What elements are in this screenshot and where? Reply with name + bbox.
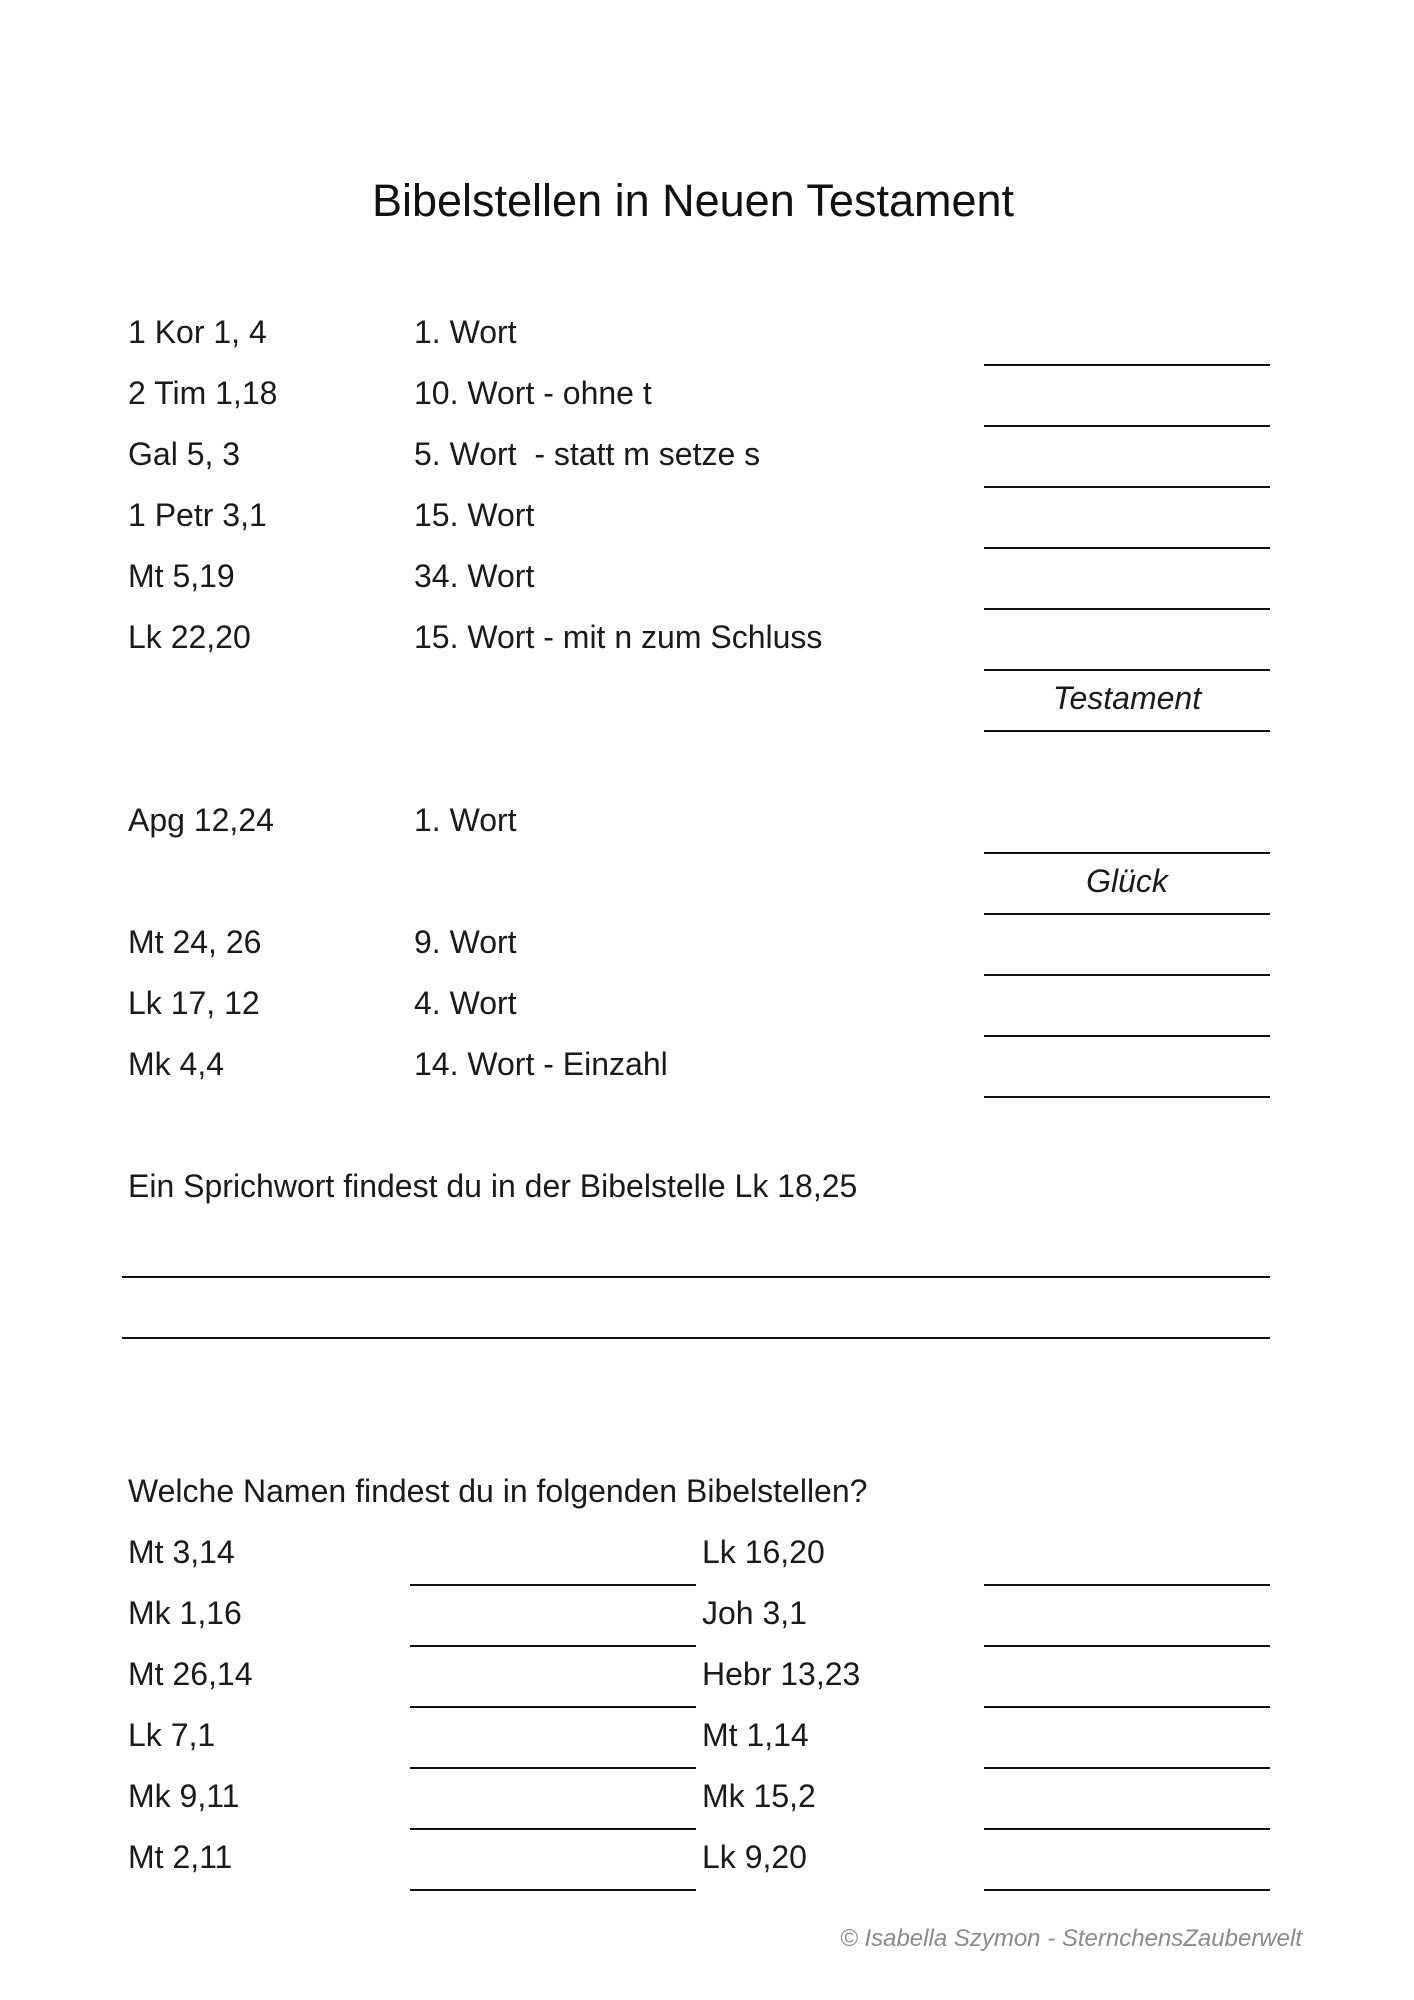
- name-answer-line[interactable]: [410, 1645, 696, 1647]
- proverb-answer-line[interactable]: [122, 1337, 1270, 1339]
- bible-reference: Lk 17, 12: [128, 985, 260, 1021]
- bible-reference: Mt 26,14: [128, 1656, 253, 1692]
- name-answer-line[interactable]: [984, 1584, 1270, 1586]
- task-text: 34. Wort: [414, 558, 535, 594]
- bible-reference: Hebr 13,23: [702, 1656, 861, 1692]
- bible-reference: 1 Petr 3,1: [128, 497, 267, 533]
- name-answer-line[interactable]: [984, 1767, 1270, 1769]
- bible-reference: Mt 24, 26: [128, 924, 262, 960]
- answer-text: Testament: [1052, 680, 1202, 716]
- task-text: 5. Wort - statt m setze s: [414, 436, 761, 472]
- name-answer-line[interactable]: [410, 1889, 696, 1891]
- answer-line[interactable]: [984, 913, 1270, 915]
- bible-reference: Mt 2,11: [128, 1839, 233, 1875]
- proverb-prompt: Ein Sprichwort findest du in der Bibelstelle Lk 18,25: [128, 1168, 858, 1204]
- name-answer-line[interactable]: [410, 1706, 696, 1708]
- answer-line[interactable]: [984, 1035, 1270, 1037]
- task-text: 4. Wort: [414, 985, 517, 1021]
- name-answer-line[interactable]: [984, 1706, 1270, 1708]
- proverb-answer-line[interactable]: [122, 1276, 1270, 1278]
- bible-reference: Mk 4,4: [128, 1046, 225, 1082]
- bible-reference: Lk 22,20: [128, 619, 251, 655]
- name-answer-line[interactable]: [410, 1767, 696, 1769]
- name-answer-line[interactable]: [984, 1645, 1270, 1647]
- bible-reference: Mk 15,2: [702, 1778, 816, 1814]
- page-title: Bibelstellen in Neuen Testament: [371, 175, 1015, 226]
- answer-line[interactable]: [984, 364, 1270, 366]
- answer-line[interactable]: [984, 1096, 1270, 1098]
- bible-reference: Mt 3,14: [128, 1534, 235, 1570]
- answer-line[interactable]: [984, 974, 1270, 976]
- name-answer-line[interactable]: [984, 1828, 1270, 1830]
- bible-reference: 1 Kor 1, 4: [128, 314, 267, 350]
- name-answer-line[interactable]: [410, 1828, 696, 1830]
- task-text: 15. Wort: [414, 497, 535, 533]
- copyright-footer: © Isabella Szymon - SternchensZauberwelt: [840, 1925, 1302, 1952]
- task-text: 9. Wort: [414, 924, 517, 960]
- bible-reference: Mk 9,11: [128, 1778, 240, 1814]
- bible-reference: Apg 12,24: [128, 802, 274, 838]
- answer-line[interactable]: [984, 608, 1270, 610]
- answer-line[interactable]: [984, 547, 1270, 549]
- answer-line[interactable]: [984, 730, 1270, 732]
- answer-line[interactable]: [984, 669, 1270, 671]
- answer-line[interactable]: [984, 486, 1270, 488]
- bible-reference: 2 Tim 1,18: [128, 375, 278, 411]
- task-text: 14. Wort - Einzahl: [414, 1046, 668, 1082]
- name-answer-line[interactable]: [410, 1584, 696, 1586]
- bible-reference: Mt 5,19: [128, 558, 235, 594]
- bible-reference: Lk 7,1: [128, 1717, 216, 1753]
- name-answer-line[interactable]: [984, 1889, 1270, 1891]
- task-text: 1. Wort: [414, 314, 517, 350]
- answer-line[interactable]: [984, 852, 1270, 854]
- bible-reference: Lk 9,20: [702, 1839, 807, 1875]
- bible-reference: Mk 1,16: [128, 1595, 242, 1631]
- bible-reference: Lk 16,20: [702, 1534, 825, 1570]
- task-text: 10. Wort - ohne t: [414, 375, 652, 411]
- bible-reference: Mt 1,14: [702, 1717, 809, 1753]
- task-text: 15. Wort - mit n zum Schluss: [414, 619, 823, 655]
- answer-text: Glück: [1086, 863, 1168, 899]
- bible-reference: Joh 3,1: [702, 1595, 807, 1631]
- task-text: 1. Wort: [414, 802, 517, 838]
- bible-reference: Gal 5, 3: [128, 436, 241, 472]
- names-prompt: Welche Namen findest du in folgenden Bibelstellen?: [128, 1473, 868, 1509]
- answer-line[interactable]: [984, 425, 1270, 427]
